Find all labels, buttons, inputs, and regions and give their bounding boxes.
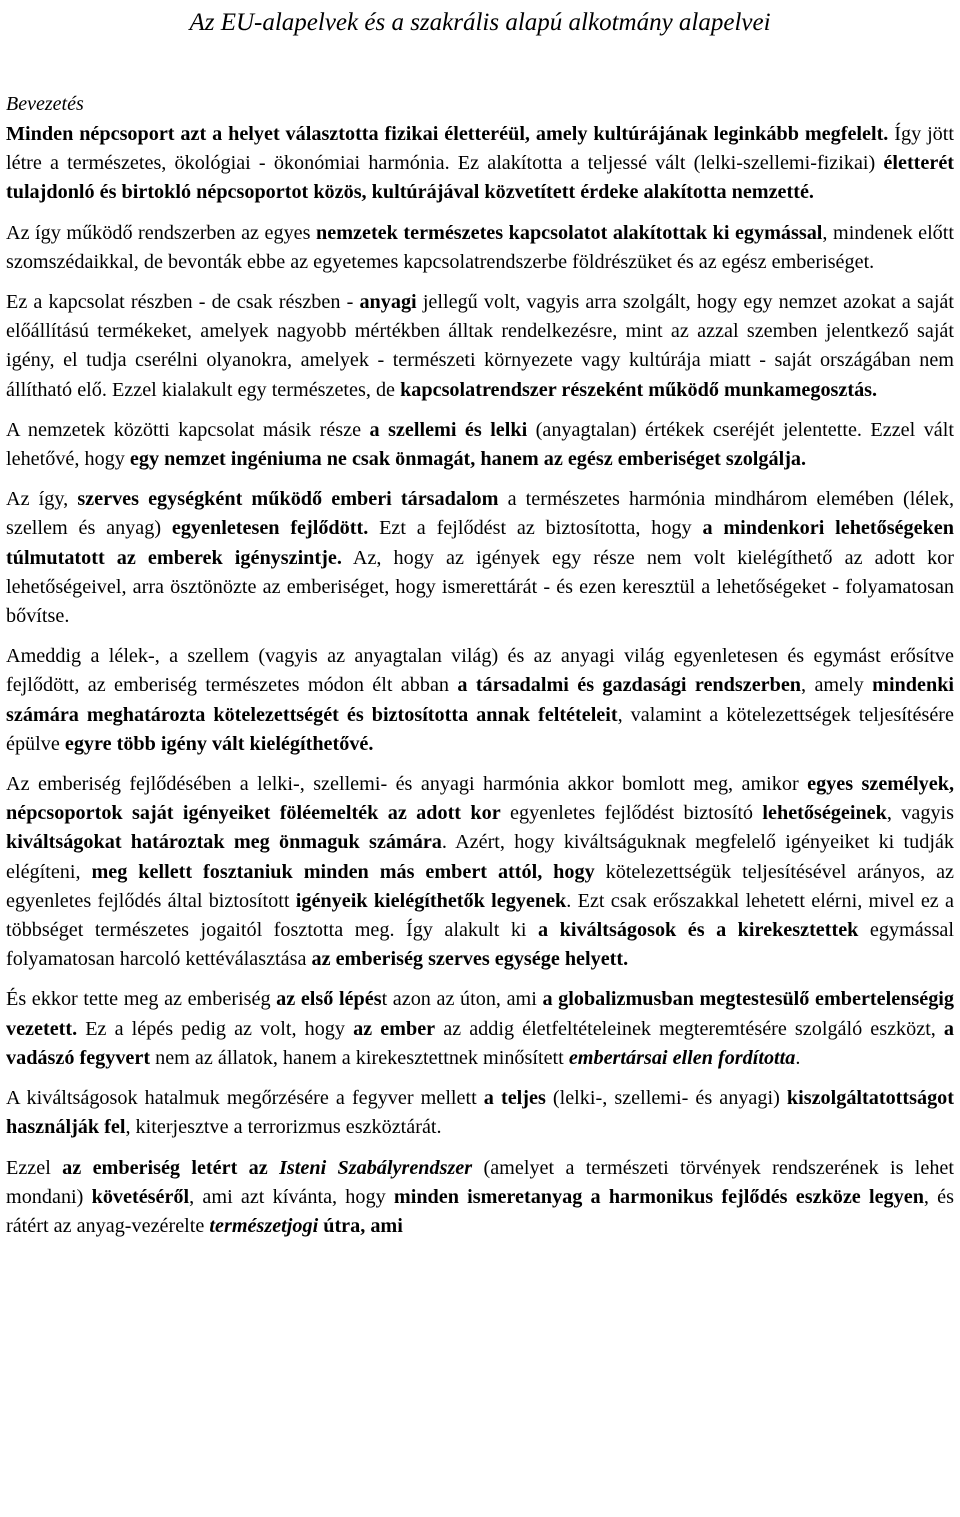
text-run: egymással folyamatosan harcoló kettéválasztása (6, 919, 954, 971)
paragraph (6, 1154, 954, 1242)
text-run: (anyagtalan) értékek cseréjét jelentette. Ezzel vált lehetővé, hogy (6, 418, 954, 471)
text-run: kiszolgáltatottságot használják fel (6, 1087, 954, 1139)
text-run: a vadászó fegyvert (6, 1017, 955, 1069)
text-run: szerves egységként működő emberi társadalom (77, 488, 499, 511)
paragraph (6, 1084, 954, 1142)
text-run: (amelyet a természeti törvények rendszerének is lehet mondani) (6, 1156, 954, 1208)
text-run: Így jött létre a természetes, ökológiai - ökonómiai harmónia. Ez alakította a teljessé vált (lelki-szellemi-fizikai) (6, 123, 954, 175)
text-run: És ekkor tette meg az emberiség (6, 988, 277, 1011)
text-run: a teljes (483, 1087, 546, 1110)
text-run: (lelki-, szellemi- és anyagi) (545, 1087, 787, 1110)
text-run: , ami azt kívánta, hogy (189, 1185, 394, 1208)
paragraph (6, 288, 954, 405)
text-run: , valamint a kötelezettségek teljesítésére épülve (6, 703, 954, 755)
text-run: Az így működő rendszerben az egyes (6, 221, 317, 244)
text-run: , mindenek előtt szomszédaikkal, de bevonták ebbe az egyetemes kapcsolatrendszerbe földrészüket és az egész emberiséget. (6, 221, 954, 273)
text-run: egyenletesen fejlődött. (171, 517, 369, 540)
text-run: a mindenkori lehetőségeken túlmutatott az emberek igényszintje. (6, 517, 954, 569)
section-heading: Bevezetés (6, 93, 84, 115)
text-run: a társadalmi és gazdasági rendszerben (457, 674, 802, 697)
text-run: Ezt a fejlődést az biztosította, hogy (368, 517, 703, 540)
text-run: A nemzetek közötti kapcsolat másik része (6, 418, 370, 441)
text-run: Ez a kapcsolat részben - de csak részben - (6, 291, 360, 314)
text-run: Isteni Szabályrendszer (279, 1156, 473, 1179)
text-run: embertársai ellen fordította (568, 1046, 796, 1069)
text-run: Minden népcsoport azt a helyet választotta fizikai életteréül, amely kultúrájának leginkább megfelelt. (6, 123, 889, 145)
document-title: Az EU-alapelvek és a szakrális alapú alkotmány alapelvei (189, 9, 771, 36)
text-run: . (795, 1046, 801, 1069)
text-run: az első lépés (276, 988, 382, 1011)
text-run: kötelezettségük teljesítésével arányos, az egyenletes fejlődés által biztosított (6, 860, 954, 912)
text-run: jellegű volt, vagyis arra szolgált, hogy egy nemzet azokat a saját előállítású termékeket, amelyek nagyobb mértékben álltak rendelkezésre, mint az azzal szemben jelentkező saját igény, el tudja cserélni olyanokra, amelyek - természeti környezete vagy kultúrája miatt - saját országában nem állítható elő. Ezzel kialakult egy természetes, de (6, 291, 954, 401)
text-run: egyes személyek, népcsoportok saját igényeiket föléemelték az adott kor (6, 773, 954, 825)
text-run: kiváltságokat határoztak meg önmaguk számára (6, 831, 442, 854)
text-run: Ezzel (6, 1156, 63, 1179)
paragraph (6, 485, 954, 631)
text-run: minden ismeretanyag a harmonikus fejlődés eszköze legyen (393, 1185, 924, 1208)
text-run: Az emberiség fejlődésében a lelki-, szellemi- és anyagi harmónia akkor bomlott meg, amikor (6, 773, 808, 796)
text-run: nem az állatok, hanem a kirekesztettnek minősített (150, 1046, 569, 1069)
text-run: meg kellett fosztaniuk minden más embert attól, hogy (91, 860, 595, 883)
text-run: mindenki számára meghatározta kötelezettségét és biztosította annak feltételeit (6, 674, 955, 726)
text-run: igényeik kielégíthetők legyenek (295, 889, 567, 912)
text-run: t azon az úton, ami (381, 988, 543, 1011)
text-run: , amely (801, 674, 873, 697)
paragraph (6, 120, 954, 208)
text-run: lehetőségeinek (762, 802, 887, 825)
text-run: a természetes harmónia mindhárom elemében (lélek, szellem és anyag) (6, 488, 954, 540)
text-run: Ez a lépés pedig az volt, hogy (77, 1017, 354, 1040)
text-run: az emberiség letért az (62, 1156, 280, 1179)
text-run: egy nemzet ingéniuma ne csak önmagát, hanem az egész emberiséget szolgálja. (129, 448, 807, 471)
text-run: , és rátért az anyag-vezérelte (6, 1185, 954, 1237)
text-run: . Azért, hogy kiváltságuknak megfelelő igényeiket ki tudják elégíteni, (6, 831, 954, 883)
text-run: életterét tulajdonló és birtokló népcsoportot közös, kultúrájával közvetített érdeke alakította nemzetté. (6, 152, 954, 204)
text-run: A kiváltságosok hatalmuk megőrzésére a fegyver mellett (6, 1087, 484, 1110)
text-run: a szellemi és lelki (369, 418, 528, 441)
text-run: az ember (353, 1017, 436, 1040)
text-run: Ameddig a lélek-, a szellem (vagyis az anyagtalan világ) és az anyagi világ egyenletesen és egymást erősítve fejlődött, az emberiség természetes módon élt abban (6, 645, 954, 697)
text-run: útra, ami (318, 1214, 403, 1237)
text-run: egyenletes fejlődést biztosító (500, 802, 763, 825)
text-run: követéséről (91, 1185, 190, 1208)
text-run: , vagyis (886, 802, 954, 825)
paragraph (6, 985, 954, 1073)
text-run: kapcsolatrendszer részeként működő munkamegosztás. (400, 378, 878, 401)
text-run: , kiterjesztve a terrorizmus eszköztárát. (125, 1116, 442, 1139)
document-body (6, 120, 954, 1241)
text-run: az emberiség szerves egysége helyett. (311, 948, 629, 971)
text-run: . Ezt csak erőszakkal lehetett elérni, mivel ez a többséget természetes jogaitól fosztotta meg. Így alakult ki (6, 889, 954, 942)
paragraph (6, 219, 954, 277)
text-run: Az, hogy az igények egy része nem volt kielégíthető az adott kor lehetőségeivel, arra ösztönözte az emberiséget, hogy ismerettárát - és ezen keresztül a lehetőségeket - folyamatosan bővítse. (6, 546, 954, 628)
paragraph (6, 416, 954, 474)
text-run: Az így, (6, 488, 78, 511)
text-run: nemzetek természetes kapcsolatot alakítottak ki egymással (316, 221, 823, 244)
text-run: természetjogi (209, 1214, 319, 1237)
text-run: az addig életfeltételeinek megteremtésére szolgáló eszközt, (435, 1017, 944, 1040)
text-run: a globalizmusban megtestesülő embertelenségig vezetett. (6, 988, 954, 1040)
text-run: egyre több igény vált kielégíthetővé. (64, 732, 374, 755)
paragraph (6, 770, 954, 974)
text-run: anyagi (359, 291, 417, 314)
text-run: a kiváltságosok és a kirekesztettek (538, 919, 859, 942)
paragraph (6, 642, 954, 759)
